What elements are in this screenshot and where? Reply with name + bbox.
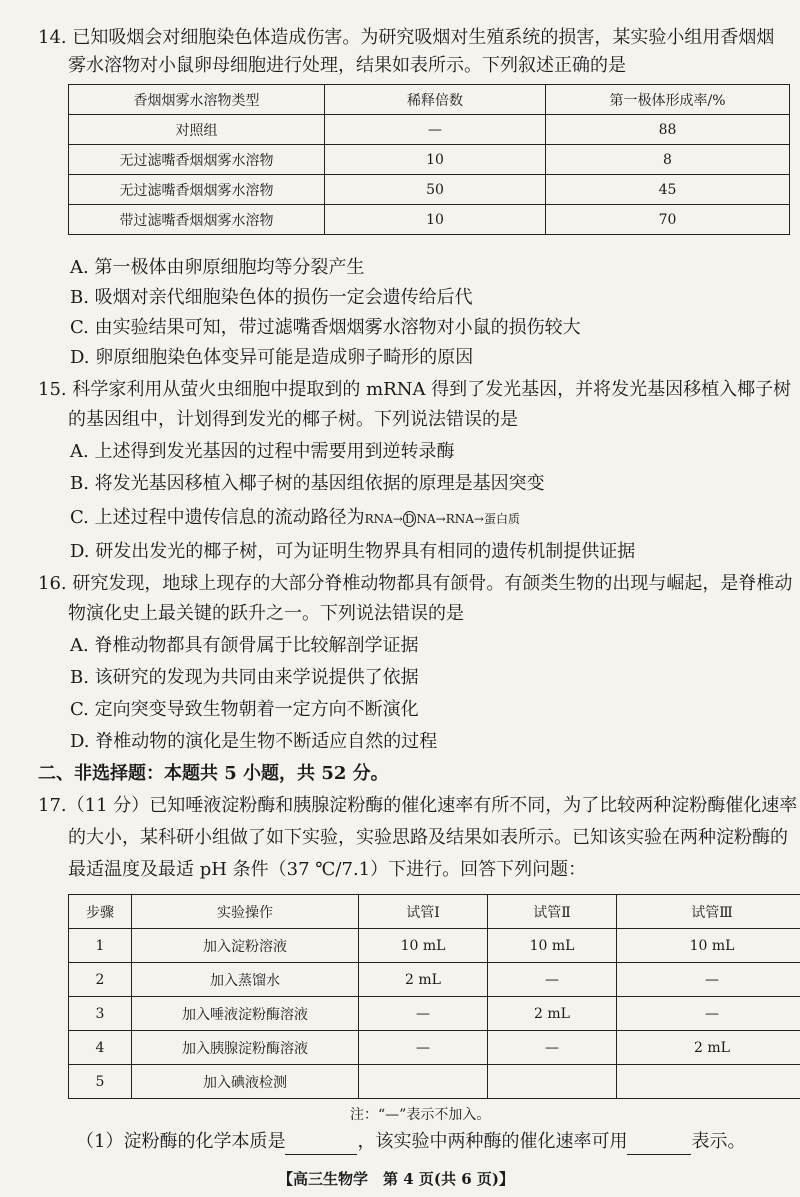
table-cell: 10 mL: [488, 929, 617, 963]
q15-stem-line2: 的基因组中，计划得到发光的椰子树。下列说法错误的是: [68, 409, 518, 430]
q17-sub1-text-a: （1）淀粉酶的化学本质是: [76, 1131, 286, 1152]
table-header-cell: 试管Ⅲ: [617, 895, 800, 929]
table-cell: 加入淀粉溶液: [132, 929, 359, 963]
table-header-row: [69, 85, 790, 115]
table-cell: 5: [69, 1065, 132, 1099]
table-row: [69, 997, 800, 1031]
q17-stem-line3: 最适温度及最适 pH 条件（37 ℃/7.1）下进行。回答下列问题：: [68, 859, 587, 880]
q14-option-a: A. 第一极体由卵原细胞均等分裂产生: [70, 257, 365, 278]
table-row: [69, 145, 790, 175]
q14-option-b: B. 吸烟对亲代细胞染色体的损伤一定会遗传给后代: [70, 287, 473, 308]
q16-stem-line1: 16. 研究发现，地球上现存的大部分脊椎动物都具有颌骨。有颌类生物的出现与崛起，是脊椎动: [38, 573, 793, 594]
table-cell: 2 mL: [359, 963, 488, 997]
table-header-cell: 第一极体形成率/%: [546, 85, 790, 115]
q16-stem-line2: 物演化史上最关键的跃升之一。下列说法错误的是: [68, 603, 464, 624]
table-cell: 对照组: [69, 115, 325, 145]
table-cell: —: [617, 963, 800, 997]
table-cell: —: [359, 1031, 488, 1065]
table-cell: 10 mL: [617, 929, 800, 963]
page-footer: 【高三生物学 第 4 页(共 6 页)】: [278, 1170, 514, 1188]
table-cell: 1: [69, 929, 132, 963]
table-cell: 带过滤嘴香烟烟雾水溶物: [69, 205, 325, 235]
q14-stem-line2: 雾水溶物对小鼠卵母细胞进行处理，结果如表所示。下列叙述正确的是: [68, 55, 626, 76]
q14-option-d: D. 卵原细胞染色体变异可能是造成卵子畸形的原因: [70, 347, 474, 368]
q15-option-c: [70, 506, 520, 531]
table-cell: 加入碘液检测: [132, 1065, 359, 1099]
q15-flow-path-end: NA→RNA→蛋白质: [416, 512, 520, 526]
answer-blank[interactable]: [285, 1130, 357, 1155]
table-cell: —: [488, 963, 617, 997]
table-row: [69, 929, 800, 963]
table-cell: 2 mL: [617, 1031, 800, 1065]
table-cell: 8: [546, 145, 790, 175]
q16-option-b: B. 该研究的发现为共同由来学说提供了依据: [70, 667, 419, 688]
table-cell: 50: [325, 175, 546, 205]
table-cell: —: [617, 997, 800, 1031]
table-cell: [488, 1065, 617, 1099]
table-cell: 10: [325, 145, 546, 175]
table-cell: 70: [546, 205, 790, 235]
table-row: [69, 1031, 800, 1065]
table-cell: 88: [546, 115, 790, 145]
q16-option-a: A. 脊椎动物都具有颌骨属于比较解剖学证据: [70, 635, 419, 656]
table-cell: —: [325, 115, 546, 145]
table-header-row: [69, 895, 800, 929]
table-cell: 加入胰腺淀粉酶溶液: [132, 1031, 359, 1065]
table-row: [69, 115, 790, 145]
q15-option-a: A. 上述得到发光基因的过程中需要用到逆转录酶: [70, 441, 455, 462]
q16-option-d: D. 脊椎动物的演化是生物不断适应自然的过程: [70, 731, 438, 752]
q15-option-d: D. 研发出发光的椰子树，可为证明生物界具有相同的遗传机制提供证据: [70, 541, 636, 562]
table-cell: 2 mL: [488, 997, 617, 1031]
table-row: [69, 175, 790, 205]
q15-flow-path-start: RNA→: [364, 512, 403, 526]
q15-option-c-text: C. 上述过程中遗传信息的流动路径为: [70, 507, 365, 528]
q15-circled-letter: D: [404, 512, 415, 526]
table-header-cell: 稀释倍数: [325, 85, 546, 115]
q17-stem-line2: 的大小，某科研小组做了如下实验，实验思路及结果如表所示。已知该实验在两种淀粉酶的: [68, 827, 788, 848]
table-header-cell: 香烟烟雾水溶物类型: [69, 85, 325, 115]
q17-sub1-text-c: 表示。: [691, 1131, 746, 1152]
table-cell: —: [488, 1031, 617, 1065]
table-row: [69, 1065, 800, 1099]
table-cell: 3: [69, 997, 132, 1031]
q17-sub1-text-b: ，该实验中两种酶的催化速率可用: [357, 1131, 628, 1152]
table-row: [69, 963, 800, 997]
q16-option-c: C. 定向突变导致生物朝着一定方向不断演化: [70, 699, 419, 720]
table-cell: [359, 1065, 488, 1099]
q15-option-b: B. 将发光基因移植入椰子树的基因组依据的原理是基因突变: [70, 473, 545, 494]
table-header-cell: 试管Ⅱ: [488, 895, 617, 929]
q14-option-c: C. 由实验结果可知，带过滤嘴香烟烟雾水溶物对小鼠的损伤较大: [70, 317, 581, 338]
q14-table: [68, 84, 790, 235]
q15-stem-line1: 15. 科学家利用从萤火虫细胞中提取到的 mRNA 得到了发光基因，并将发光基因移植入椰子树: [38, 379, 792, 400]
table-cell: [617, 1065, 800, 1099]
table-cell: 加入蒸馏水: [132, 963, 359, 997]
table-cell: 10 mL: [359, 929, 488, 963]
table-header-cell: 步骤: [69, 895, 132, 929]
q17-stem-line1: 17.（11 分）已知唾液淀粉酶和胰腺淀粉酶的催化速率有所不同，为了比较两种淀粉酶催化速率: [38, 795, 798, 816]
table-cell: —: [359, 997, 488, 1031]
q17-subquestion-1: [76, 1130, 745, 1155]
table-cell: 10: [325, 205, 546, 235]
table-cell: 无过滤嘴香烟烟雾水溶物: [69, 175, 325, 205]
table-cell: 45: [546, 175, 790, 205]
table-cell: 2: [69, 963, 132, 997]
answer-blank[interactable]: [627, 1130, 691, 1155]
table-header-cell: 试管Ⅰ: [359, 895, 488, 929]
q17-table: [68, 894, 800, 1099]
table-row: [69, 205, 790, 235]
section-heading: 二、非选择题：本题共 5 小题，共 52 分。: [38, 763, 389, 784]
table-cell: 无过滤嘴香烟烟雾水溶物: [69, 145, 325, 175]
q14-stem-line1: 14. 已知吸烟会对细胞染色体造成伤害。为研究吸烟对生殖系统的损害，某实验小组用香烟烟: [38, 27, 775, 48]
q17-table-note: 注：“—”表示不加入。: [350, 1107, 491, 1123]
table-header-cell: 实验操作: [132, 895, 359, 929]
table-cell: 4: [69, 1031, 132, 1065]
table-cell: 加入唾液淀粉酶溶液: [132, 997, 359, 1031]
